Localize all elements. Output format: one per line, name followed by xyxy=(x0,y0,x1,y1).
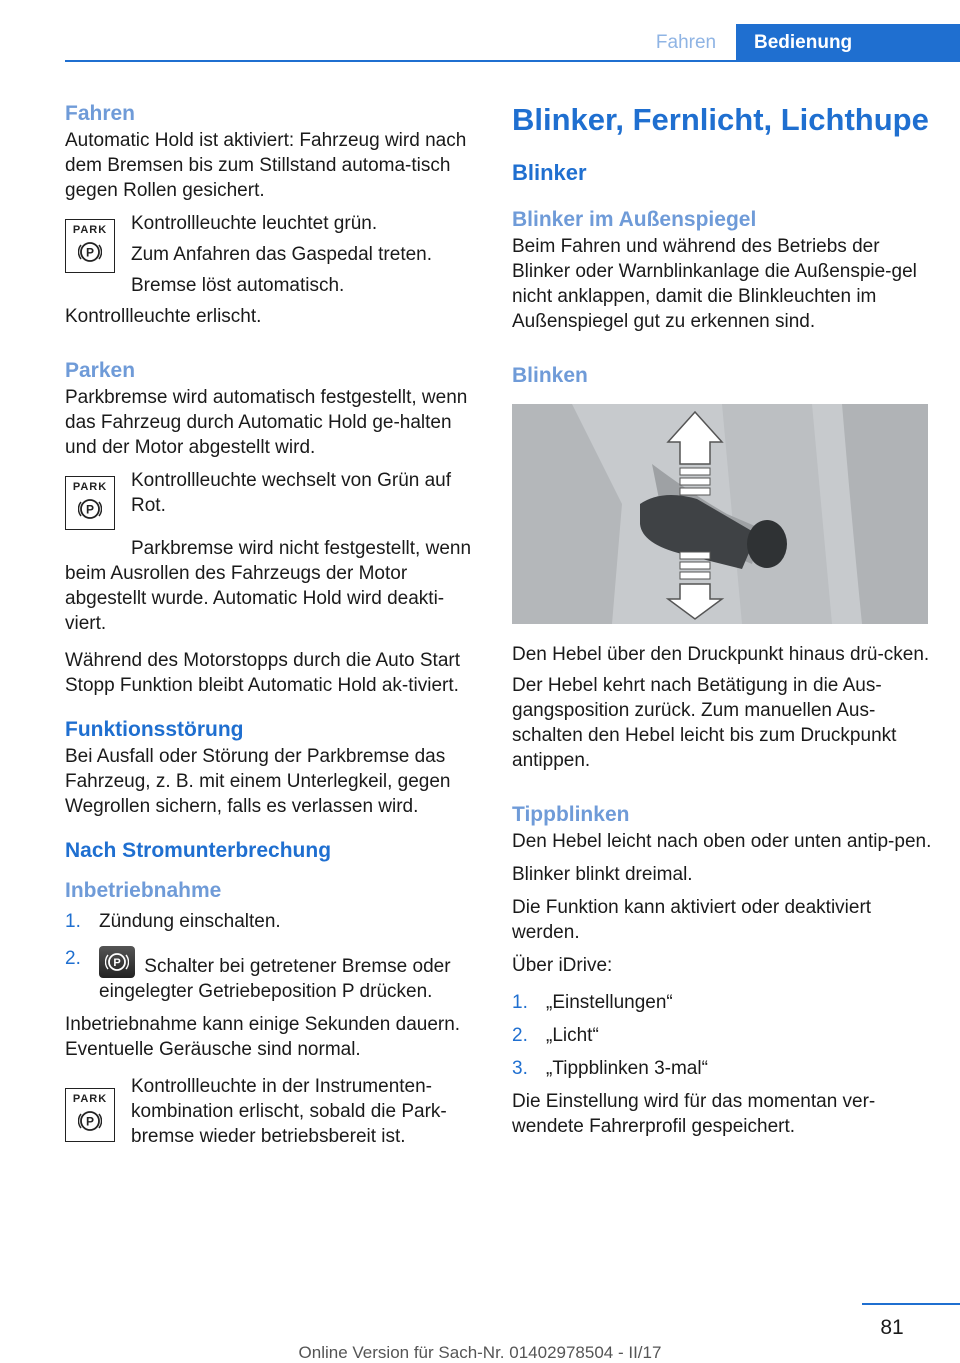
step-text: Schalter bei getretener Bremse oder eingelegter Getriebeposition P drücken. xyxy=(99,956,451,1002)
park-circle-icon xyxy=(78,240,102,264)
tipp-p4: Über iDrive: xyxy=(512,955,613,976)
heading-blinker-aussenspiegel: Blinker im Außenspiegel xyxy=(512,208,757,231)
heading-stromunterbrechung: Nach Stromunterbrechung xyxy=(65,839,332,862)
list-item xyxy=(65,909,483,934)
header-tab-bedienung[interactable]: Bedienung xyxy=(736,24,960,61)
tipp-after: Die Einstellung wird für das momentan ver‐wendete Fahrerprofil gespeichert. xyxy=(512,1091,876,1137)
tipp-p2: Blinker blinkt dreimal. xyxy=(512,864,693,885)
fahren-after: Kontrollleuchte erlischt. xyxy=(65,306,262,327)
parken-icon-line: Kontrollleuchte wechselt von Grün auf Rot. xyxy=(131,470,452,516)
step-text: „Licht“ xyxy=(546,1025,599,1046)
tipp-p3: Die Funktion kann aktiviert oder deaktiviert werden. xyxy=(512,897,872,943)
strom-after: Inbetriebnahme kann einige Sekunden dauern. Eventuelle Geräusche sind normal. xyxy=(65,1014,461,1060)
blinken-p1: Den Hebel über den Druckpunkt hinaus drü‐cken. xyxy=(512,644,930,665)
blinken-p2: Der Hebel kehrt nach Betätigung in die Aus‐gangsposition zurück. Zum manuellen Aus‐schalten den Hebel leicht bis zum Druckpunkt antippen. xyxy=(512,675,897,771)
tipp-p1: Den Hebel leicht nach oben oder unten antip‐pen. xyxy=(512,831,932,852)
svg-text:P: P xyxy=(85,245,95,260)
header-rule xyxy=(65,60,960,62)
step-number: 2. xyxy=(512,1025,528,1046)
svg-text:P: P xyxy=(85,1114,95,1129)
park-indicator-block-3 xyxy=(65,1074,483,1149)
parking-brake-switch-icon xyxy=(99,946,135,978)
step-number: 3. xyxy=(512,1058,528,1079)
heading-funktionsstoerung: Funktionsstörung xyxy=(65,718,244,741)
heading-tippblinken: Tippblinken xyxy=(512,803,630,826)
step-number: 2. xyxy=(65,948,81,969)
left-column xyxy=(65,100,483,1149)
strom-icon-line: Kontrollleuchte in der Instrumenten‐kombination erlischt, sobald die Park‐bremse wieder betriebsbereit ist. xyxy=(131,1076,447,1147)
park-circle-icon xyxy=(78,497,102,521)
fahren-icon-line-2: Zum Anfahren das Gaspedal treten. xyxy=(131,244,433,265)
step-number: 1. xyxy=(512,992,528,1013)
turn-signal-lever-image xyxy=(512,404,928,624)
list-item xyxy=(65,946,483,1004)
park-brake-icon xyxy=(65,476,115,530)
footer-text: Online Version für Sach-Nr. 01402978504 - II/17 xyxy=(298,1343,662,1362)
heading-blinker: Blinker xyxy=(512,160,587,185)
inbetriebnahme-steps xyxy=(65,909,483,1004)
aussen-text: Beim Fahren und während des Betriebs der Blinker oder Warnblinkanlage die Außenspie‐gel nicht anklappen, damit die Blinkleuchten im Außenspiegel gut zu erkennen sind. xyxy=(512,236,917,332)
heading-blinken: Blinken xyxy=(512,364,588,387)
footer-rule xyxy=(862,1303,960,1305)
park-indicator-block-2 xyxy=(65,468,483,530)
step-number: 1. xyxy=(65,911,81,932)
park-circle-icon xyxy=(78,1109,102,1133)
header-tab-fahren[interactable]: Fahren xyxy=(655,32,717,53)
parken-icon-line-2: Parkbremse wird nicht festgestellt, wenn beim Ausrollen des Fahrzeugs der Motor abgestellt wurde. Automatic Hold wird deakti‐viert. xyxy=(65,538,472,634)
list-item xyxy=(512,1023,932,1048)
right-column xyxy=(512,100,932,1139)
page-title: Blinker, Fernlicht, Lichthupe xyxy=(512,102,929,137)
park-indicator-block-1 xyxy=(65,211,483,298)
park-brake-icon xyxy=(65,1088,115,1142)
park-icon-label: PARK xyxy=(72,481,108,493)
stoerung-text: Bei Ausfall oder Störung der Parkbremse das Fahrzeug, z. B. mit einem Unterlegkeil, gegen Wegrollen sichern, falls es verlassen wird. xyxy=(65,746,451,817)
park-icon-label: PARK xyxy=(72,224,108,236)
step-text: „Einstellungen“ xyxy=(546,992,673,1013)
park-brake-icon xyxy=(65,219,115,273)
parken-intro: Parkbremse wird automatisch festgestellt, wenn das Fahrzeug durch Automatic Hold ge‐halten und der Motor abgestellt wird. xyxy=(65,387,468,458)
heading-parken: Parken xyxy=(65,359,136,382)
fahren-icon-line-1: Kontrollleuchte leuchtet grün. xyxy=(131,213,378,234)
idrive-steps xyxy=(512,990,932,1081)
fahren-intro: Automatic Hold ist aktiviert: Fahrzeug wird nach dem Bremsen bis zum Stillstand automa‐tisch gegen Rollen gesichert. xyxy=(65,130,467,201)
svg-text:P: P xyxy=(113,957,121,969)
heading-inbetriebnahme: Inbetriebnahme xyxy=(65,879,222,902)
heading-fahren: Fahren xyxy=(65,102,136,125)
page-number: 81 xyxy=(880,1316,904,1339)
parken-note: Während des Motorstopps durch die Auto Start Stopp Funktion bleibt Automatic Hold ak‐tiviert. xyxy=(65,650,460,696)
list-item xyxy=(512,1056,932,1081)
fahren-icon-line-3: Bremse löst automatisch. xyxy=(131,275,345,296)
park-icon-label: PARK xyxy=(72,1093,108,1105)
step-text: Zündung einschalten. xyxy=(99,911,281,932)
list-item xyxy=(512,990,932,1015)
svg-text:P: P xyxy=(85,502,95,517)
step-text: „Tippblinken 3-mal“ xyxy=(546,1058,708,1079)
